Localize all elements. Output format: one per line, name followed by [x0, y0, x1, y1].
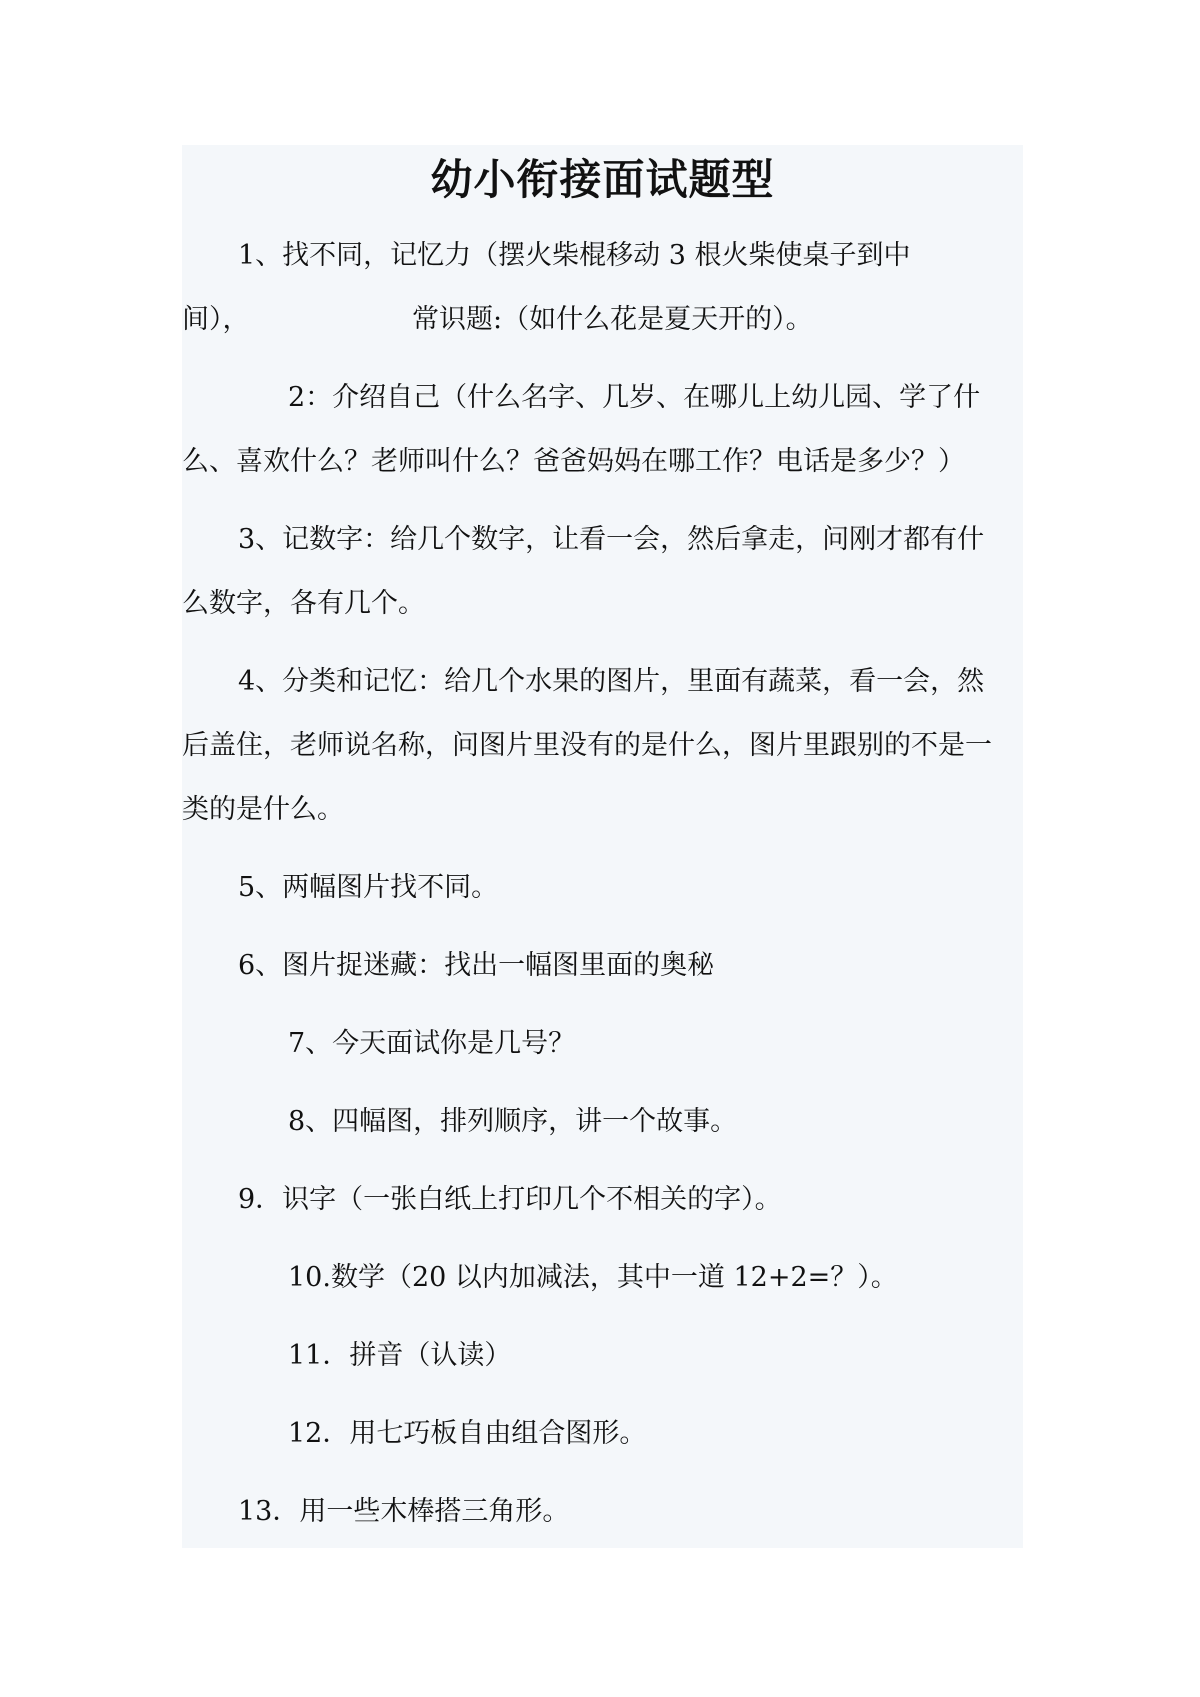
item-9: 9．识字（一张白纸上打印几个不相关的字）。	[238, 1184, 782, 1215]
item-5: 5、两幅图片找不同。	[238, 872, 499, 903]
item-1-line-2: 间），	[182, 304, 250, 335]
item-8: 8、四幅图，排列顺序，讲一个故事。	[288, 1106, 738, 1137]
item-13: 13．用一些木棒搭三角形。	[238, 1496, 570, 1527]
item-3-line-1: 3、记数字：给几个数字，让看一会，然后拿走，问刚才都有什	[238, 524, 985, 555]
item-1-line-1: 1、找不同，记忆力（摆火柴棍移动 3 根火柴使桌子到中	[238, 240, 911, 271]
item-4-line-2: 后盖住，老师说名称，问图片里没有的是什么，图片里跟别的不是一	[182, 730, 992, 761]
common-sense-question: 常识题:（如什么花是夏天开的）。	[412, 304, 813, 335]
item-2-line-1: 2：介绍自己（什么名字、几岁、在哪儿上幼儿园、学了什	[288, 382, 981, 413]
document-title: 幼小衔接面试题型	[430, 155, 775, 204]
item-2-line-2: 么、喜欢什么？老师叫什么？爸爸妈妈在哪工作？电话是多少？）	[182, 446, 965, 477]
item-11: 11．拼音（认读）	[288, 1340, 512, 1371]
item-7: 7、今天面试你是几号？	[288, 1028, 576, 1059]
item-6: 6、图片捉迷藏：找出一幅图里面的奥秘	[238, 950, 715, 981]
item-12: 12．用七巧板自由组合图形。	[288, 1418, 647, 1449]
item-10: 10.数学（20 以内加减法，其中一道 12+2=？）。	[288, 1262, 898, 1293]
item-3-line-2: 么数字，各有几个。	[182, 588, 425, 619]
item-4-line-1: 4、分类和记忆：给几个水果的图片，里面有蔬菜，看一会，然	[238, 666, 985, 697]
item-4-line-3: 类的是什么。	[182, 794, 344, 825]
